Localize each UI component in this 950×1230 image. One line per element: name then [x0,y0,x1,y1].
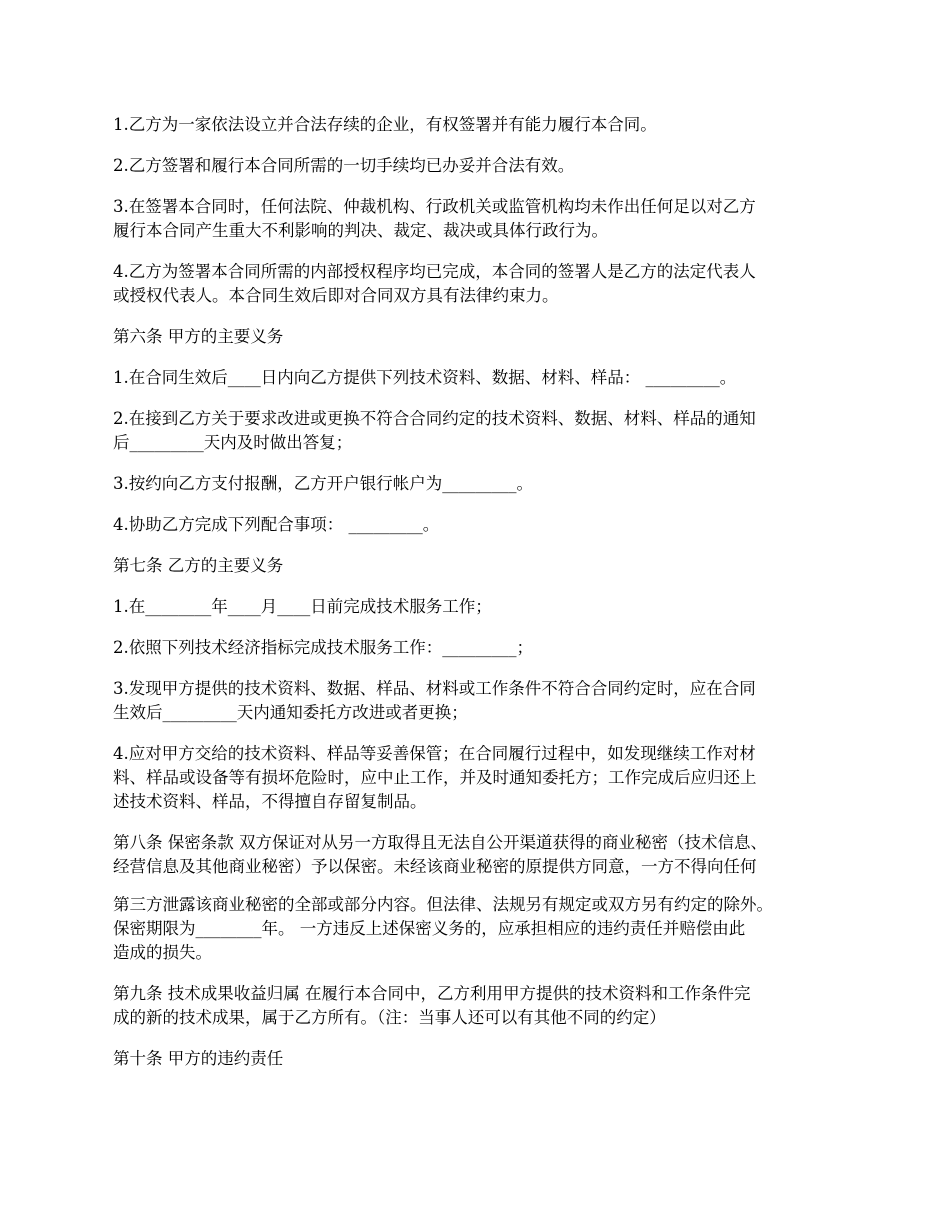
text-line: 2.在接到乙方关于要求改进或更换不符合合同约定的技术资料、数据、材料、样品的通知 [113,409,756,428]
text-line: 2.依照下列技术经济指标完成技术服务工作：_________； [113,638,533,657]
article-10-heading [113,1047,841,1071]
article-7-item-2 [113,636,841,660]
article-9-ownership [113,982,841,1030]
article-8-continued [113,893,841,965]
text-line: 第十条 甲方的违约责任 [113,1049,284,1068]
text-line: 1.乙方为一家依法设立并合法存续的企业，有权签署并有能力履行本合同。 [113,115,657,134]
clause-b-3 [113,195,841,243]
text-line: 或授权代表人。本合同生效后即对合同双方具有法律约束力。 [113,286,559,305]
article-6-item-3 [113,472,841,496]
article-6-item-2 [113,407,841,455]
article-7-item-4 [113,742,841,814]
article-6-item-1 [113,366,841,390]
text-line: 第三方泄露该商业秘密的全部或部分内容。但法律、法规另有规定或双方另有约定的除外。 [113,895,773,914]
clause-b-2 [113,154,841,178]
clause-b-4 [113,260,841,308]
text-line: 第九条 技术成果收益归属 在履行本合同中，乙方利用甲方提供的技术资料和工作条件完 [113,984,751,1003]
text-line: 1.在________年____月____日前完成技术服务工作； [113,597,492,616]
text-line: 3.在签署本合同时，任何法院、仲裁机构、行政机关或监管机构均未作出任何足以对乙方 [113,197,756,216]
text-line: 第七条 乙方的主要义务 [113,556,284,575]
text-line: 第六条 甲方的主要义务 [113,327,284,346]
text-line: 保密期限为________年。 一方违反上述保密义务的，应承担相应的违约责任并赔偿由此 [113,919,746,938]
article-7-item-1 [113,595,841,619]
text-line: 3.按约向乙方支付报酬，乙方开户银行帐户为_________。 [113,474,533,493]
text-line: 3.发现甲方提供的技术资料、数据、样品、材料或工作条件不符合合同约定时，应在合同 [113,679,756,698]
text-line: 履行本合同产生重大不利影响的判决、裁定、裁决或具体行政行为。 [113,221,608,240]
text-line: 第八条 保密条款 双方保证对从另一方取得且无法自公开渠道获得的商业秘密（技术信息、 [113,833,767,852]
article-7-heading [113,554,841,578]
article-6-heading [113,325,841,349]
text-line: 后_________天内及时做出答复； [113,433,353,452]
text-line: 1.在合同生效后____日内向乙方提供下列技术资料、数据、材料、样品： _________。 [113,368,737,387]
text-line: 4.乙方为签署本合同所需的内部授权程序均已完成，本合同的签署人是乙方的法定代表人 [113,262,756,281]
document-page [113,113,841,1088]
text-line: 4.应对甲方交给的技术资料、样品等妥善保管；在合同履行过程中，如发现继续工作对材 [113,744,756,763]
text-line: 经营信息及其他商业秘密）予以保密。未经该商业秘密的原提供方同意，一方不得向任何 [113,857,757,876]
text-line: 成的新的技术成果，属于乙方所有。（注：当事人还可以有其他不同的约定） [113,1008,666,1027]
article-7-item-3 [113,677,841,725]
text-line: 2.乙方签署和履行本合同所需的一切手续均已办妥并合法有效。 [113,156,575,175]
text-line: 料、样品或设备等有损坏危险时，应中止工作，并及时通知委托方；工作完成后应归还上 [113,768,757,787]
text-line: 造成的损失。 [113,943,212,962]
article-6-item-4 [113,513,841,537]
clause-b-1 [113,113,841,137]
text-line: 4.协助乙方完成下列配合事项： _________。 [113,515,440,534]
text-line: 述技术资料、样品，不得擅自存留复制品。 [113,792,427,811]
text-line: 生效后_________天内通知委托方改进或者更换； [113,703,468,722]
article-8-confidentiality [113,831,841,879]
